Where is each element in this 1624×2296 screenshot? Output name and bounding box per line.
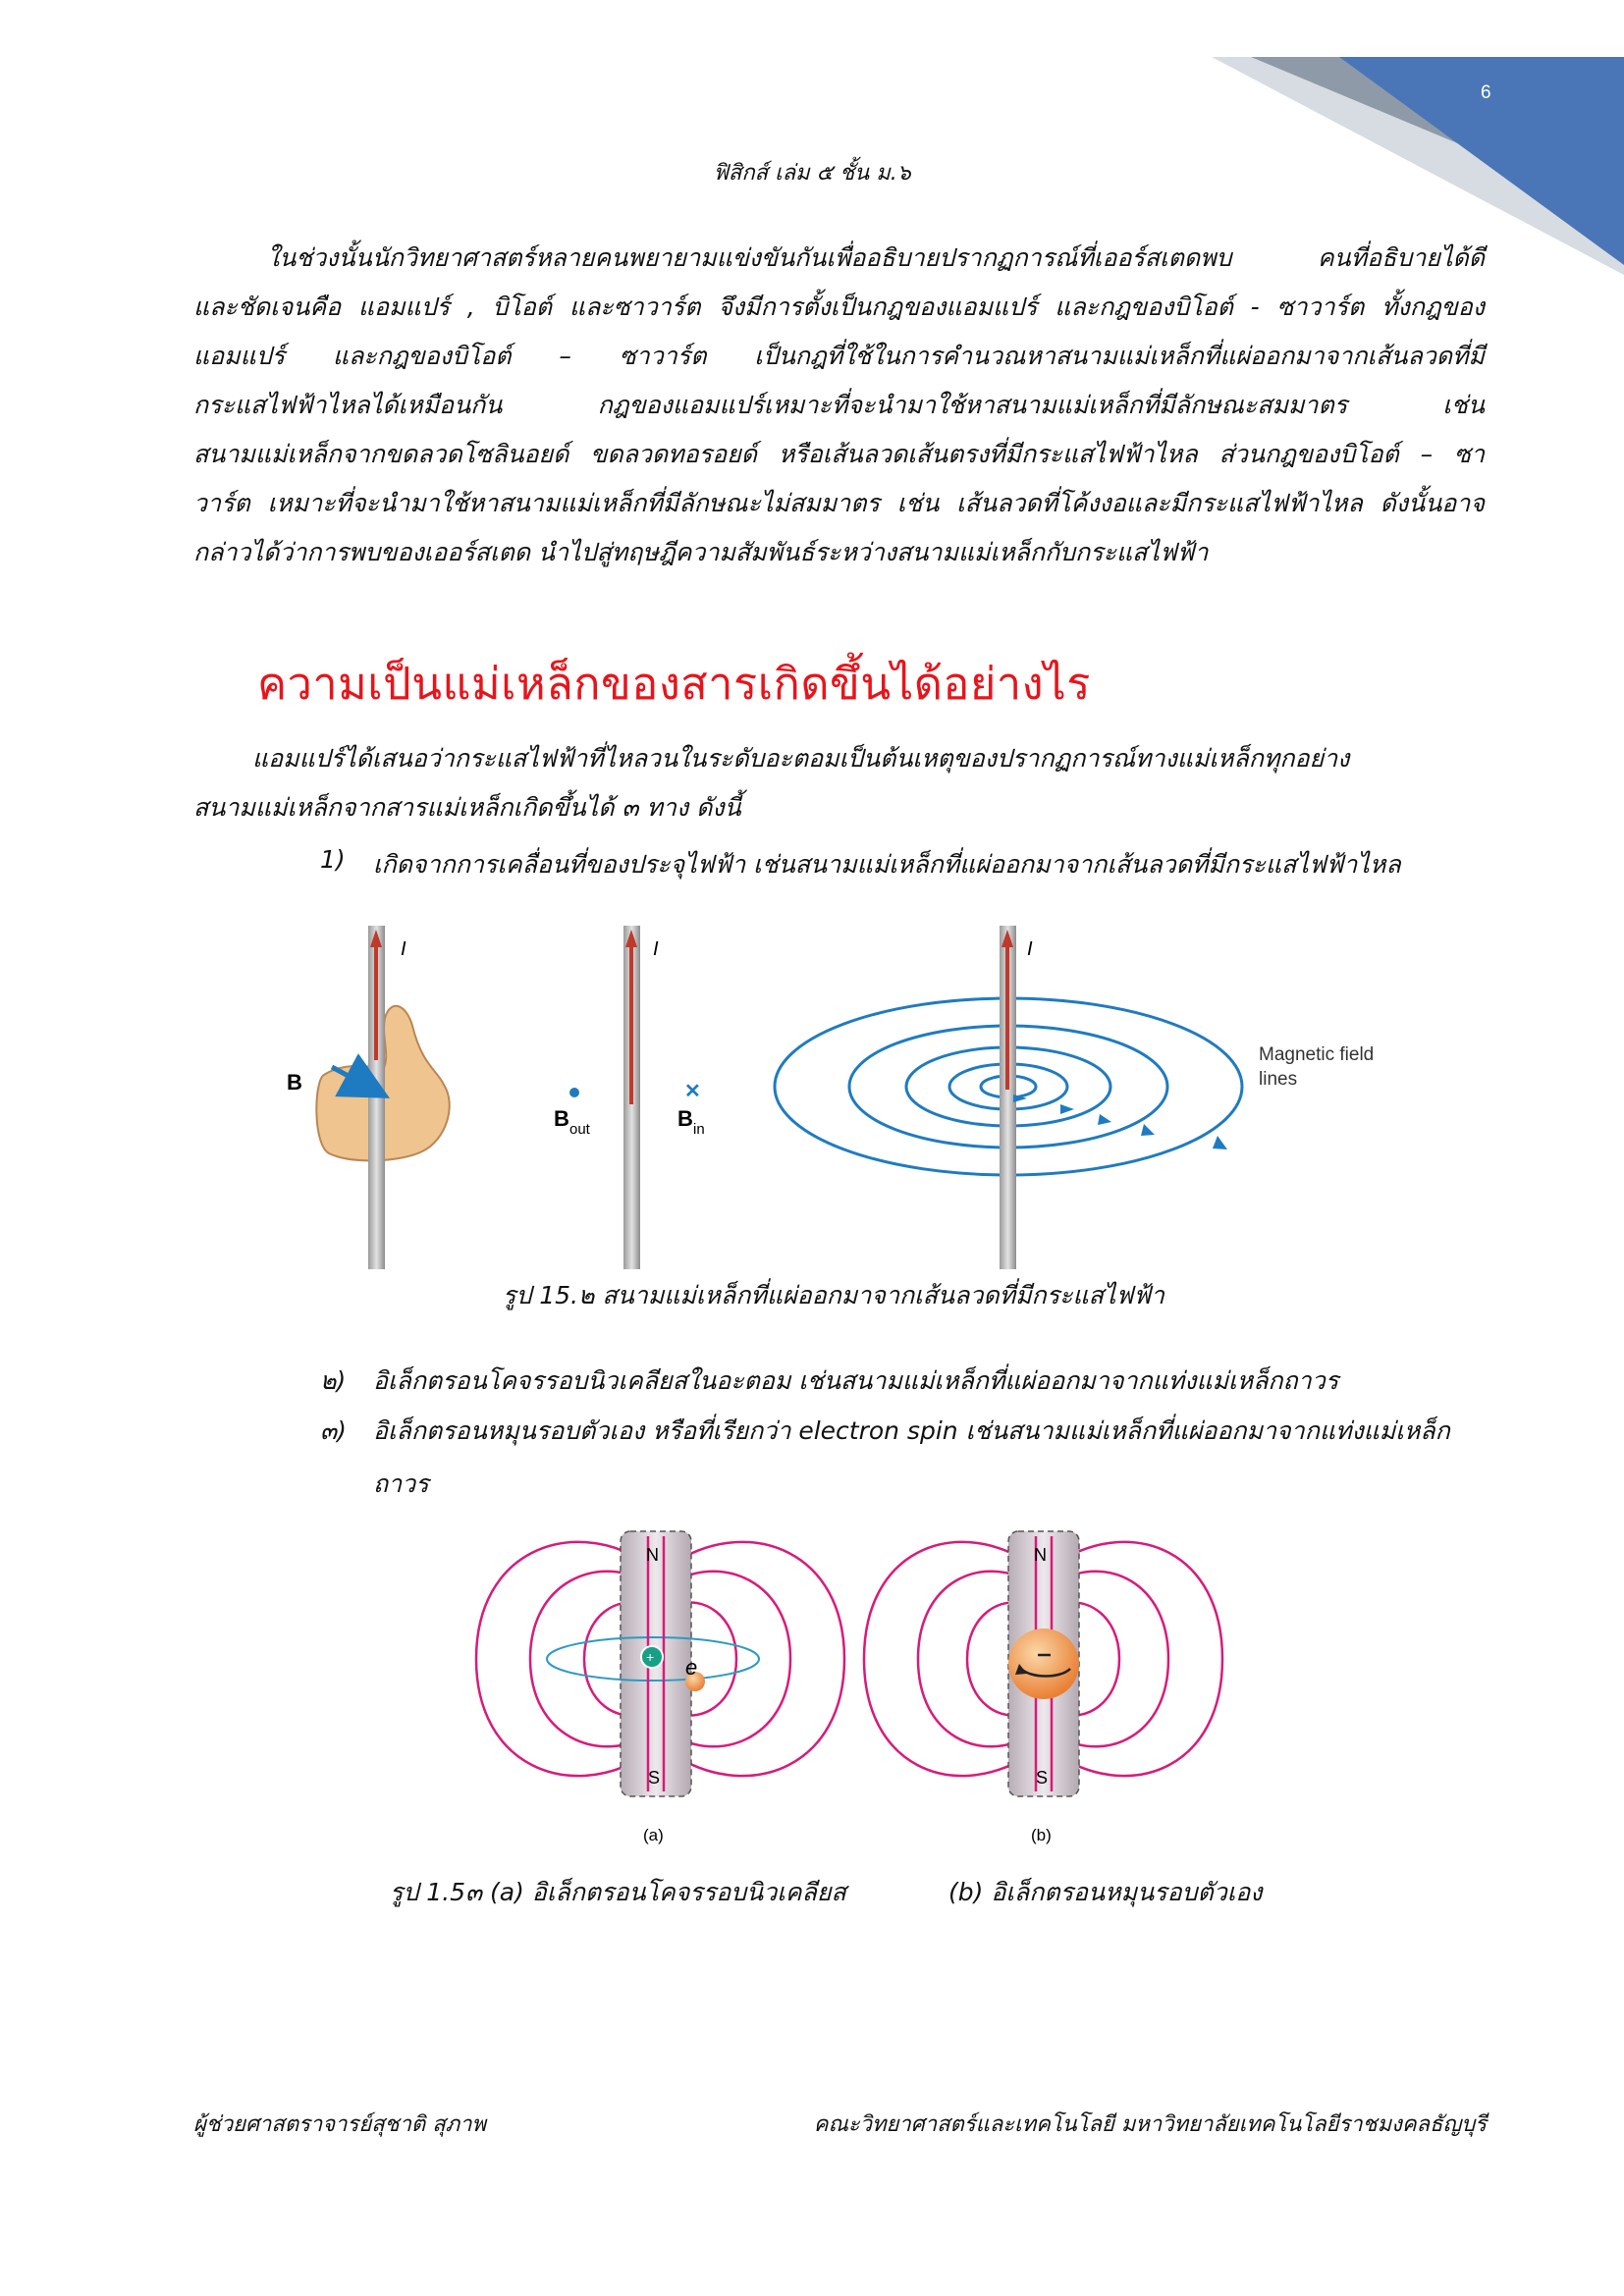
section-paragraph: [193, 734, 1485, 832]
intro-line: ในช่วงนั้นนักวิทยาศาสตร์หลายคนพยายามแข่งขันกันเพื่ออธิบายปรากฏการณ์ที่เออร์สเตดพบ คนที่อธิบายได้ดี: [267, 243, 1485, 272]
list-item-2-text: อิเล็กตรอนโคจรรอบนิวเคลียสในอะตอม เช่นสนามแม่เหล็กที่แผ่ออกมาจากแท่งแม่เหล็กถาวร: [373, 1366, 1339, 1395]
b-direction-panel: [554, 926, 705, 1269]
b-out-label: B: [554, 1106, 569, 1131]
panel-a-label: (a): [643, 1826, 664, 1844]
section-heading: ความเป็นแม่เหล็กของสารเกิดขึ้นได้อย่างไร: [257, 658, 1091, 710]
current-label: I: [401, 938, 406, 960]
page-header: ฟิสิกส์ เล่ม ๕ ชั้น ม.๖: [713, 161, 911, 186]
orbiting-electron-panel: [476, 1531, 844, 1844]
figure-atomic-magnet: [452, 1512, 1227, 1850]
list-item-3-text: อิเล็กตรอนหมุนรอบตัวเอง หรือที่เรียกว่า electron spin เช่นสนามแม่เหล็กที่แผ่ออกมาจากแท่งแม่เหล็ก: [373, 1416, 1450, 1445]
list-item-1-text: เกิดจากการเคลื่อนที่ของประจุไฟฟ้า เช่นสนามแม่เหล็กที่แผ่ออกมาจากเส้นลวดที่มีกระแสไฟฟ้าไหล: [373, 850, 1401, 879]
electron-label: e: [685, 1655, 698, 1680]
svg-text:+: +: [646, 1649, 655, 1665]
intro-line: แอมแปร์ และกฎของบิโอต์ – ซาวาร์ต เป็นกฎที่ใช้ในการคำนวณหาสนามแม่เหล็กที่แผ่ออกมาจากเส้นลวดที่มี: [193, 342, 1485, 370]
page-number: 6: [1481, 82, 1491, 103]
list-item-3-continuation: ถาวร: [373, 1469, 429, 1498]
list-item-3-number: ๓): [320, 1416, 347, 1445]
footer-affiliation: คณะวิทยาศาสตร์และเทคโนโลยี มหาวิทยาลัยเทคโนโลยีราชมงคลธัญบุรี: [813, 2112, 1487, 2137]
list-item-1-number: 1): [320, 845, 346, 874]
right-hand-rule-panel: [287, 926, 450, 1269]
north-pole-label: N: [1034, 1545, 1047, 1565]
figure2-caption-a: รูป 1.5๓ (a) อิเล็กตรอนโคจรรอบนิวเคลียส: [390, 1878, 846, 1906]
b-out-subscript: out: [569, 1121, 590, 1138]
intro-line: และชัดเจนคือ แอมแปร์ , บิโอต์ และซาวาร์ต จึงมีการตั้งเป็นกฎของแอมแปร์ และกฎของบิโอต์ - ซาวาร์ต ทั้งกฎของ: [193, 293, 1485, 321]
b-field-label: B: [287, 1070, 302, 1095]
spinning-electron-panel: [864, 1531, 1222, 1844]
section-line: สนามแม่เหล็กจากสารแม่เหล็กเกิดขึ้นได้ ๓ ทาง ดังนี้: [193, 793, 741, 822]
north-pole-label: N: [646, 1545, 659, 1565]
field-lines-panel: [775, 926, 1374, 1269]
b-in-cross-icon: ✕: [684, 1081, 701, 1102]
field-lines-label-line1: Magnetic field: [1259, 1044, 1375, 1065]
b-in-label: B: [677, 1106, 693, 1131]
intro-paragraph: [193, 234, 1485, 577]
field-lines-label-line2: lines: [1259, 1069, 1298, 1090]
figure1-caption: รูป 15.๒ สนามแม่เหล็กที่แผ่ออกมาจากเส้นลวดที่มีกระแสไฟฟ้า: [503, 1281, 1164, 1309]
intro-line: กล่าวได้ว่าการพบของเออร์สเตด นำไปสู่ทฤษฎีความสัมพันธ์ระหว่างสนามแม่เหล็กกับกระแสไฟฟ้า: [193, 538, 1209, 566]
south-pole-label: S: [648, 1768, 661, 1788]
current-label: I: [1027, 938, 1033, 960]
section-line: แอมแปร์ได้เสนอว่ากระแสไฟฟ้าที่ไหลวนในระดับอะตอมเป็นต้นเหตุของปรากฏการณ์ทางแม่เหล็กทุกอย่าง: [252, 744, 1350, 773]
south-pole-label: S: [1036, 1768, 1049, 1788]
current-label: I: [653, 938, 659, 960]
intro-line: กระแสไฟฟ้าไหลได้เหมือนกัน กฎของแอมแปร์เหมาะที่จะนำมาใช้หาสนามแม่เหล็กที่มีลักษณะสมมาตร เช่น: [193, 391, 1485, 419]
b-in-subscript: in: [693, 1121, 705, 1138]
intro-line: สนามแม่เหล็กจากขดลวดโซลินอยด์ ขดลวดทอรอยด์ หรือเส้นลวดเส้นตรงที่มีกระแสไฟฟ้าไหล ส่วนกฎของบิโอต์ – ซา: [193, 440, 1485, 468]
intro-line: วาร์ต เหมาะที่จะนำมาใช้หาสนามแม่เหล็กที่มีลักษณะไม่สมมาตร เช่น เส้นลวดที่โค้งงอและมีกระแสไฟฟ้าไหล ดังนั้นอาจ: [193, 489, 1485, 517]
b-out-dot-icon: [569, 1088, 579, 1097]
list-item-2-number: ๒): [320, 1366, 347, 1395]
figure-wire-field: [275, 908, 1404, 1271]
panel-b-label: (b): [1031, 1826, 1052, 1844]
spinning-electron-icon: [1008, 1629, 1079, 1699]
footer-author: ผู้ช่วยศาสตราจารย์สุชาติ สุภาพ: [193, 2112, 486, 2137]
figure2-caption-b: (b) อิเล็กตรอนหมุนรอบตัวเอง: [948, 1878, 1263, 1906]
